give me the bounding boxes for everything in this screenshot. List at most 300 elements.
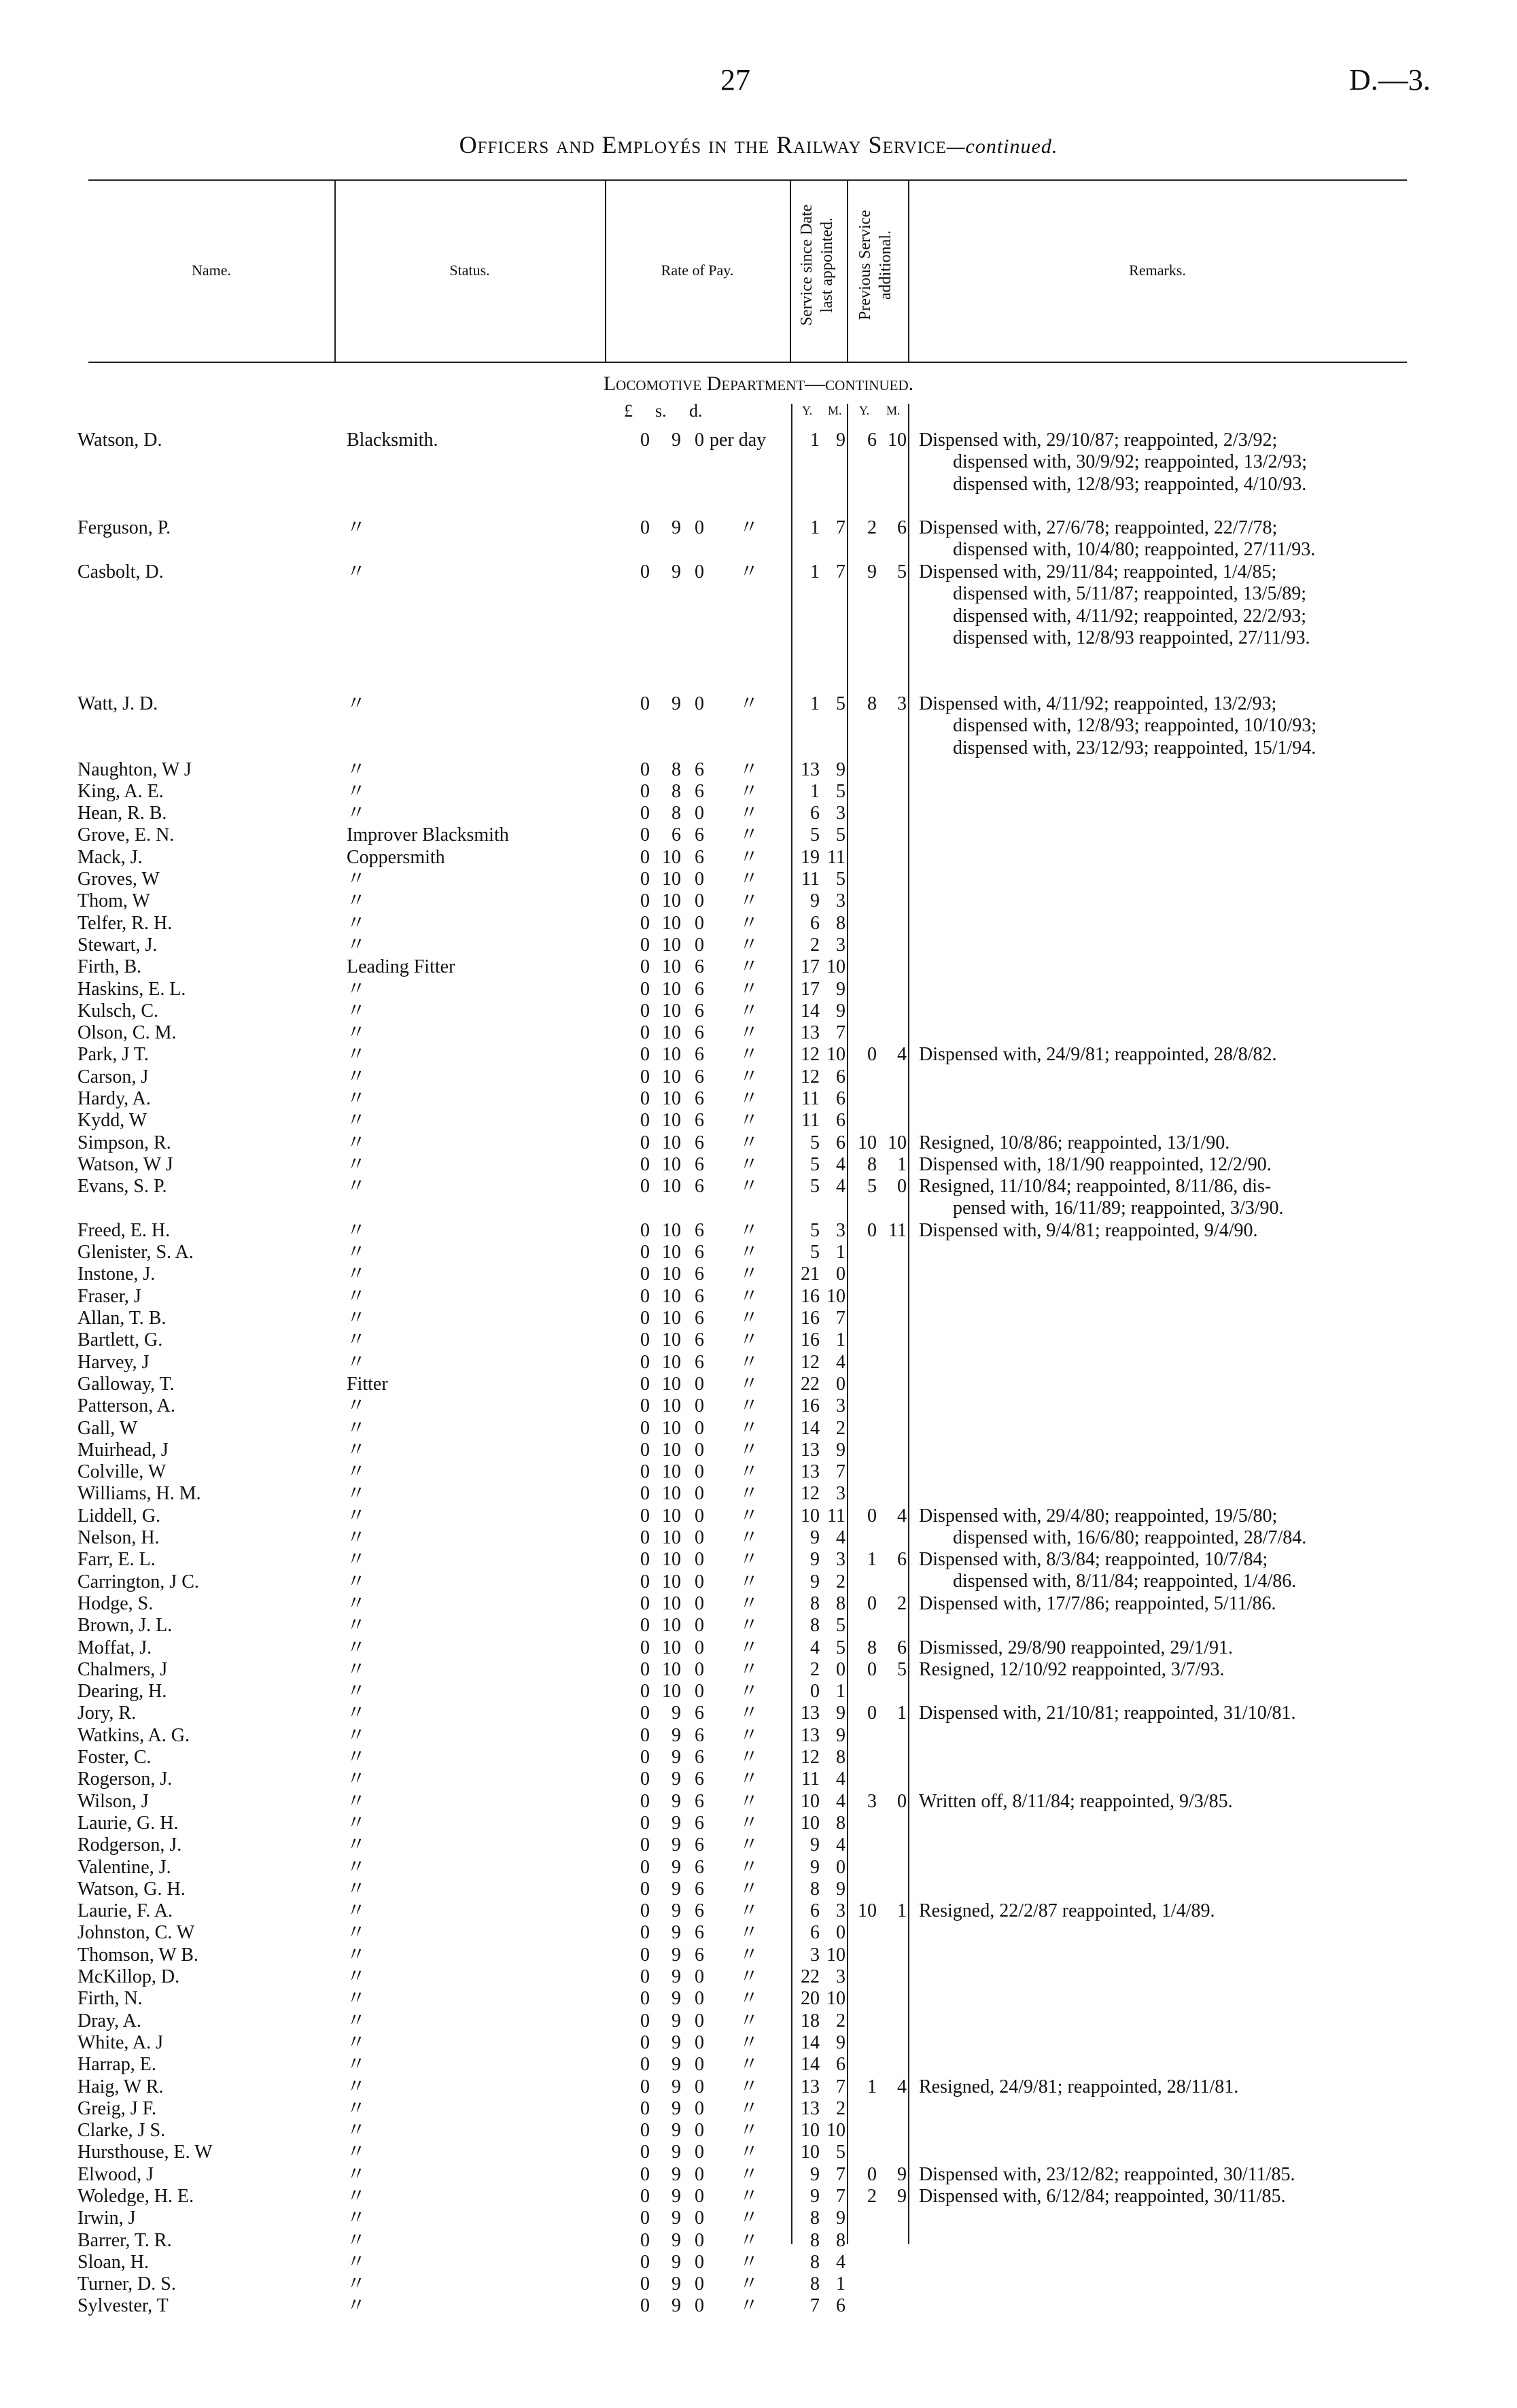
rate-shillings: 10	[662, 1220, 681, 1241]
rate-pence: 6	[695, 1110, 704, 1131]
rate-shillings: 10	[662, 1461, 681, 1482]
rate-pounds: 0	[640, 1549, 650, 1570]
service-months: 7	[836, 1461, 845, 1482]
rate-pence: 6	[695, 1176, 704, 1197]
rate-period: 〃	[739, 824, 759, 845]
unit-service-years: Y.	[802, 404, 813, 417]
service-months: 6	[836, 2295, 845, 2316]
service-years: 7	[810, 2295, 820, 2316]
row-name: Telfer, R. H.	[77, 913, 173, 934]
row-name: Dray, A.	[77, 2010, 141, 2031]
row-status: 〃	[347, 1768, 366, 1790]
service-months: 7	[836, 1022, 845, 1043]
col-header-previous-line1: Previous Service	[856, 210, 874, 320]
row-name: Sloan, H.	[77, 2252, 149, 2273]
rate-pence: 6	[695, 1791, 704, 1812]
rate-period: 〃	[739, 1439, 759, 1461]
row-name: Thomson, W B.	[77, 1944, 198, 1966]
service-years: 0	[810, 1681, 820, 1702]
rate-pence: 6	[695, 1900, 704, 1921]
rate-period: 〃	[739, 1022, 759, 1043]
previous-months: 9	[897, 2164, 907, 2185]
rate-period: 〃	[739, 1220, 759, 1241]
service-months: 1	[836, 2273, 845, 2294]
rate-period: 〃	[739, 1088, 759, 1109]
row-status: 〃	[347, 1593, 366, 1614]
rate-pounds: 0	[640, 1176, 650, 1197]
service-months: 8	[836, 2230, 845, 2251]
service-years: 8	[810, 1879, 820, 1900]
rate-pence: 0	[695, 935, 704, 956]
rate-pence: 0	[695, 1571, 704, 1592]
service-months: 6	[836, 1132, 845, 1153]
row-status: 〃	[347, 1527, 366, 1548]
rate-period: 〃	[739, 2252, 759, 2273]
rate-shillings: 10	[662, 890, 681, 911]
rate-pence: 6	[695, 979, 704, 1000]
rate-pence: 6	[695, 1879, 704, 1900]
rate-period: 〃	[739, 1900, 759, 1921]
service-years: 9	[810, 890, 820, 911]
service-months: 4	[836, 1154, 845, 1175]
rate-pence: 0	[695, 2230, 704, 2251]
rate-period: 〃	[739, 890, 759, 911]
row-remark-line: Dispensed with, 27/6/78; reappointed, 22/7/78;	[919, 517, 1278, 538]
rate-period: 〃	[739, 781, 759, 802]
rate-period: 〃	[739, 1461, 759, 1482]
rate-shillings: 10	[662, 1286, 681, 1307]
rate-period: 〃	[739, 1725, 759, 1746]
row-status: 〃	[347, 2098, 366, 2119]
rate-period: 〃	[739, 1505, 759, 1526]
previous-years: 6	[867, 430, 877, 451]
rate-period: 〃	[739, 1593, 759, 1614]
rate-pence: 0	[695, 2142, 704, 2163]
rate-period: 〃	[739, 1352, 759, 1373]
row-name: Williams, H. M.	[77, 1483, 201, 1504]
rate-pence: 6	[695, 1044, 704, 1065]
previous-years: 0	[867, 2164, 877, 2185]
service-months: 5	[836, 1637, 845, 1658]
rate-pounds: 0	[640, 1461, 650, 1482]
rate-pence: 6	[695, 781, 704, 802]
row-name: Allan, T. B.	[77, 1308, 167, 1329]
service-months: 6	[836, 1066, 845, 1087]
service-years: 1	[810, 693, 820, 714]
service-months: 0	[836, 1659, 845, 1680]
rate-pounds: 0	[640, 1922, 650, 1943]
previous-months: 10	[888, 430, 907, 451]
row-status: 〃	[347, 1966, 366, 1987]
rate-pounds: 0	[640, 1352, 650, 1373]
rate-period: 〃	[739, 2164, 759, 2185]
row-remark-line: dispensed with, 12/8/93; reappointed, 10/10/93;	[953, 715, 1317, 736]
service-years: 14	[801, 1000, 820, 1022]
rate-shillings: 10	[662, 1000, 681, 1022]
rate-pounds: 0	[640, 1659, 650, 1680]
service-months: 7	[836, 2164, 845, 2185]
col-header-previous	[855, 184, 896, 347]
rate-pence: 0	[695, 1505, 704, 1526]
rate-pounds: 0	[640, 1308, 650, 1329]
row-name: Bartlett, G.	[77, 1329, 163, 1350]
rate-pounds: 0	[640, 561, 650, 582]
rate-shillings: 10	[662, 1483, 681, 1504]
rate-period: 〃	[739, 1747, 759, 1768]
col-header-rate: Rate of Pay.	[661, 262, 734, 279]
rate-pounds: 0	[640, 824, 650, 845]
previous-months: 1	[897, 1154, 907, 1175]
row-name: Evans, S. P.	[77, 1176, 167, 1197]
row-status: 〃	[347, 1637, 366, 1658]
rate-shillings: 9	[672, 1725, 681, 1746]
previous-months: 4	[897, 1044, 907, 1065]
rate-shillings: 9	[672, 2142, 681, 2163]
rate-pounds: 0	[640, 803, 650, 824]
rate-pence: 0	[695, 2054, 704, 2075]
row-status: 〃	[347, 1747, 366, 1768]
row-status: 〃	[347, 890, 366, 911]
row-remark-line: Dispensed with, 29/10/87; reappointed, 2/3/92;	[919, 430, 1278, 451]
row-remark-line: Dispensed with, 8/3/84; reappointed, 10/7/84;	[919, 1549, 1268, 1570]
row-name: Rogerson, J.	[77, 1768, 173, 1790]
service-years: 10	[801, 2142, 820, 2163]
page-title-main: Officers and Employés in the Railway Service	[459, 131, 947, 158]
row-remark-line: Dispensed with, 18/1/90 reappointed, 12/2/90.	[919, 1154, 1272, 1175]
service-years: 14	[801, 2032, 820, 2053]
service-years: 4	[810, 1637, 820, 1658]
previous-months: 3	[897, 693, 907, 714]
rate-pence: 0	[695, 2273, 704, 2294]
service-months: 10	[826, 1286, 845, 1307]
rate-pence: 0	[695, 2208, 704, 2229]
row-status: 〃	[347, 1791, 366, 1812]
service-years: 11	[801, 1110, 820, 1131]
row-status: 〃	[347, 1571, 366, 1592]
document-reference: D.—3.	[1349, 63, 1431, 97]
row-status: 〃	[347, 1308, 366, 1329]
rate-pence: 6	[695, 1000, 704, 1022]
row-name: Kydd, W	[77, 1110, 147, 1131]
service-months: 7	[836, 517, 845, 538]
rate-pounds: 0	[640, 1725, 650, 1746]
rate-pence: 0	[695, 517, 704, 538]
previous-years: 8	[867, 1154, 877, 1175]
unit-pence: d.	[689, 401, 703, 421]
service-years: 13	[801, 1022, 820, 1043]
row-name: Mack, J.	[77, 847, 143, 868]
rate-shillings: 9	[672, 2295, 681, 2316]
service-years: 14	[801, 2054, 820, 2075]
row-remark-line: Resigned, 11/10/84; reappointed, 8/11/86, dis-	[919, 1176, 1272, 1197]
row-remark-line: Dispensed with, 29/4/80; reappointed, 19/5/80;	[919, 1505, 1278, 1526]
service-months: 5	[836, 2142, 845, 2163]
row-status: 〃	[347, 1263, 366, 1285]
row-name: Turner, D. S.	[77, 2273, 176, 2294]
previous-years: 3	[867, 1791, 877, 1812]
rate-pence: 6	[695, 824, 704, 845]
row-status: 〃	[347, 1615, 366, 1636]
rate-shillings: 9	[672, 430, 681, 451]
row-name: Carrington, J C.	[77, 1571, 199, 1592]
service-years: 6	[810, 1922, 820, 1943]
rate-shillings: 10	[662, 1132, 681, 1153]
rate-shillings: 9	[672, 2076, 681, 2097]
unit-pounds: £	[624, 401, 633, 421]
rate-shillings: 10	[662, 847, 681, 868]
rate-period: 〃	[739, 1329, 759, 1350]
rate-shillings: 6	[672, 824, 681, 845]
row-status: Blacksmith.	[347, 430, 438, 451]
rate-shillings: 9	[672, 2230, 681, 2251]
row-status: 〃	[347, 2164, 366, 2185]
row-status: 〃	[347, 1900, 366, 1921]
service-months: 0	[836, 1922, 845, 1943]
rate-shillings: 10	[662, 1659, 681, 1680]
row-name: Galloway, T.	[77, 1374, 175, 1395]
rate-period: 〃	[739, 1263, 759, 1285]
rate-shillings: 9	[672, 1966, 681, 1987]
row-status: 〃	[347, 693, 366, 714]
service-months: 9	[836, 1703, 845, 1724]
row-name: Watson, D.	[77, 430, 162, 451]
service-years: 5	[810, 1154, 820, 1175]
row-status: 〃	[347, 1988, 366, 2009]
rate-period: 〃	[739, 1879, 759, 1900]
service-months: 3	[836, 1549, 845, 1570]
rate-pence: 0	[695, 2076, 704, 2097]
rate-pence: 0	[695, 869, 704, 890]
service-years: 16	[801, 1286, 820, 1307]
row-remark-line: dispensed with, 8/11/84; reappointed, 1/4/86.	[953, 1571, 1297, 1592]
row-name: Valentine, J.	[77, 1857, 171, 1878]
row-status: 〃	[347, 1857, 366, 1878]
service-months: 7	[836, 1308, 845, 1329]
rate-pounds: 0	[640, 2032, 650, 2053]
previous-months: 6	[897, 517, 907, 538]
rate-period: 〃	[739, 2208, 759, 2229]
service-months: 2	[836, 2098, 845, 2119]
service-months: 2	[836, 1418, 845, 1439]
rate-pounds: 0	[640, 1329, 650, 1350]
rate-shillings: 9	[672, 2010, 681, 2031]
service-years: 5	[810, 824, 820, 845]
row-status: 〃	[347, 979, 366, 1000]
rate-pence: 0	[695, 1461, 704, 1482]
rate-period: 〃	[739, 1527, 759, 1548]
rate-shillings: 10	[662, 1615, 681, 1636]
previous-months: 5	[897, 1659, 907, 1680]
service-right-rule	[847, 404, 848, 2244]
rate-period: 〃	[739, 1374, 759, 1395]
row-status: 〃	[347, 1944, 366, 1966]
rate-shillings: 9	[672, 1834, 681, 1855]
rate-period: 〃	[739, 2054, 759, 2075]
rate-pounds: 0	[640, 693, 650, 714]
row-remark-line: Dispensed with, 9/4/81; reappointed, 9/4/90.	[919, 1220, 1258, 1241]
rate-shillings: 10	[662, 1593, 681, 1614]
row-name: Harvey, J	[77, 1352, 150, 1373]
service-months: 5	[836, 781, 845, 802]
previous-years: 0	[867, 1593, 877, 1614]
service-years: 6	[810, 913, 820, 934]
rate-shillings: 9	[672, 2054, 681, 2075]
row-status: Coppersmith	[347, 847, 445, 868]
row-name: Park, J T.	[77, 1044, 149, 1065]
service-months: 3	[836, 803, 845, 824]
rate-period: 〃	[739, 1308, 759, 1329]
rate-shillings: 10	[662, 1329, 681, 1350]
rate-pounds: 0	[640, 1527, 650, 1548]
rate-pounds: 0	[640, 1988, 650, 2009]
row-name: Johnston, C. W	[77, 1922, 195, 1943]
service-months: 9	[836, 759, 845, 780]
rate-pence: 6	[695, 1066, 704, 1087]
rate-shillings: 10	[662, 1044, 681, 1065]
rate-shillings: 9	[672, 2186, 681, 2207]
page-title	[0, 130, 1517, 159]
rate-period: 〃	[739, 847, 759, 868]
rate-period: 〃	[739, 935, 759, 956]
service-years: 1	[810, 517, 820, 538]
service-years: 9	[810, 1527, 820, 1548]
rate-pounds: 0	[640, 1154, 650, 1175]
rate-pounds: 0	[640, 847, 650, 868]
rate-pence: 0	[695, 1988, 704, 2009]
service-years: 10	[801, 1505, 820, 1526]
rate-pence: 0	[695, 913, 704, 934]
previous-years: 9	[867, 561, 877, 582]
service-years: 13	[801, 1439, 820, 1461]
service-months: 3	[836, 935, 845, 956]
rate-pence: 6	[695, 1329, 704, 1350]
service-years: 16	[801, 1395, 820, 1416]
row-remark-line: Dispensed with, 24/9/81; reappointed, 28/8/82.	[919, 1044, 1277, 1065]
previous-months: 6	[897, 1637, 907, 1658]
rate-shillings: 10	[662, 1176, 681, 1197]
row-status: 〃	[347, 1879, 366, 1900]
service-years: 16	[801, 1308, 820, 1329]
row-name: Dearing, H.	[77, 1681, 167, 1702]
rate-period: 〃	[739, 2295, 759, 2316]
service-months: 4	[836, 1527, 845, 1548]
row-status: 〃	[347, 869, 366, 890]
row-name: Kulsch, C.	[77, 1000, 158, 1022]
rate-period: 〃	[739, 1176, 759, 1197]
service-months: 5	[836, 693, 845, 714]
rate-pounds: 0	[640, 1637, 650, 1658]
rate-period: 〃	[739, 1549, 759, 1570]
rate-shillings: 10	[662, 1571, 681, 1592]
service-months: 1	[836, 1242, 845, 1263]
rate-shillings: 10	[662, 979, 681, 1000]
unit-previous-months: M.	[886, 404, 901, 417]
rate-period: 〃	[739, 1944, 759, 1966]
service-years: 13	[801, 1703, 820, 1724]
previous-months: 10	[888, 1132, 907, 1153]
row-name: Naughton, W J	[77, 759, 192, 780]
service-months: 3	[836, 1220, 845, 1241]
rate-pounds: 0	[640, 2186, 650, 2207]
service-months: 4	[836, 1176, 845, 1197]
rate-pounds: 0	[640, 1834, 650, 1855]
service-months: 9	[836, 2208, 845, 2229]
row-status: 〃	[347, 1242, 366, 1263]
row-status: 〃	[347, 1329, 366, 1350]
rate-shillings: 9	[672, 1879, 681, 1900]
service-years: 13	[801, 1461, 820, 1482]
rate-shillings: 10	[662, 956, 681, 977]
row-name: Gall, W	[77, 1418, 138, 1439]
row-remark-line: Written off, 8/11/84; reappointed, 9/3/85.	[919, 1791, 1233, 1812]
row-name: Sylvester, T	[77, 2295, 169, 2316]
row-name: Farr, E. L.	[77, 1549, 156, 1570]
rate-shillings: 10	[662, 1439, 681, 1461]
rate-shillings: 9	[672, 2252, 681, 2273]
service-years: 1	[810, 430, 820, 451]
rate-period: 〃	[739, 913, 759, 934]
row-name: Simpson, R.	[77, 1132, 171, 1153]
row-status: 〃	[347, 2295, 366, 2316]
row-name: Laurie, G. H.	[77, 1813, 179, 1834]
rate-pounds: 0	[640, 1439, 650, 1461]
row-name: Woledge, H. E.	[77, 2186, 194, 2207]
rate-pence: 0	[695, 693, 704, 714]
rate-pence: 6	[695, 1857, 704, 1878]
row-name: Watt, J. D.	[77, 693, 158, 714]
service-years: 19	[801, 847, 820, 868]
row-remark-line: dispensed with, 16/6/80; reappointed, 28/7/84.	[953, 1527, 1307, 1548]
row-name: Glenister, S. A.	[77, 1242, 194, 1263]
row-status: 〃	[347, 935, 366, 956]
rate-shillings: 8	[672, 781, 681, 802]
previous-right-rule	[908, 404, 909, 2244]
rate-period: 〃	[739, 1857, 759, 1878]
rate-period: 〃	[739, 1066, 759, 1087]
service-months: 2	[836, 2010, 845, 2031]
rate-pence: 0	[695, 2120, 704, 2141]
rate-shillings: 10	[662, 1154, 681, 1175]
rate-period: 〃	[739, 869, 759, 890]
service-years: 8	[810, 2252, 820, 2273]
service-months: 5	[836, 824, 845, 845]
rate-period: 〃	[739, 693, 759, 714]
row-remark-line: Dispensed with, 6/12/84; reappointed, 30/11/85.	[919, 2186, 1286, 2207]
row-status: 〃	[347, 1483, 366, 1504]
row-name: Instone, J.	[77, 1263, 156, 1285]
service-months: 9	[836, 430, 845, 451]
rate-pounds: 0	[640, 1286, 650, 1307]
row-remark-line: Dispensed with, 29/11/84; reappointed, 1/4/85;	[919, 561, 1277, 582]
rate-pence: 6	[695, 1768, 704, 1790]
service-years: 12	[801, 1044, 820, 1065]
rate-shillings: 10	[662, 1527, 681, 1548]
row-status: 〃	[347, 517, 366, 538]
rate-pounds: 0	[640, 1857, 650, 1878]
rate-shillings: 10	[662, 1242, 681, 1263]
rate-period: 〃	[739, 759, 759, 780]
row-status: 〃	[347, 1395, 366, 1416]
rate-shillings: 9	[672, 1703, 681, 1724]
rate-pence: 0	[695, 2186, 704, 2207]
rate-pounds: 0	[640, 890, 650, 911]
rate-period: 〃	[739, 2010, 759, 2031]
service-years: 1	[810, 561, 820, 582]
row-name: King, A. E.	[77, 781, 164, 802]
previous-years: 1	[867, 2076, 877, 2097]
service-months: 0	[836, 1374, 845, 1395]
rate-period: 〃	[739, 1966, 759, 1987]
